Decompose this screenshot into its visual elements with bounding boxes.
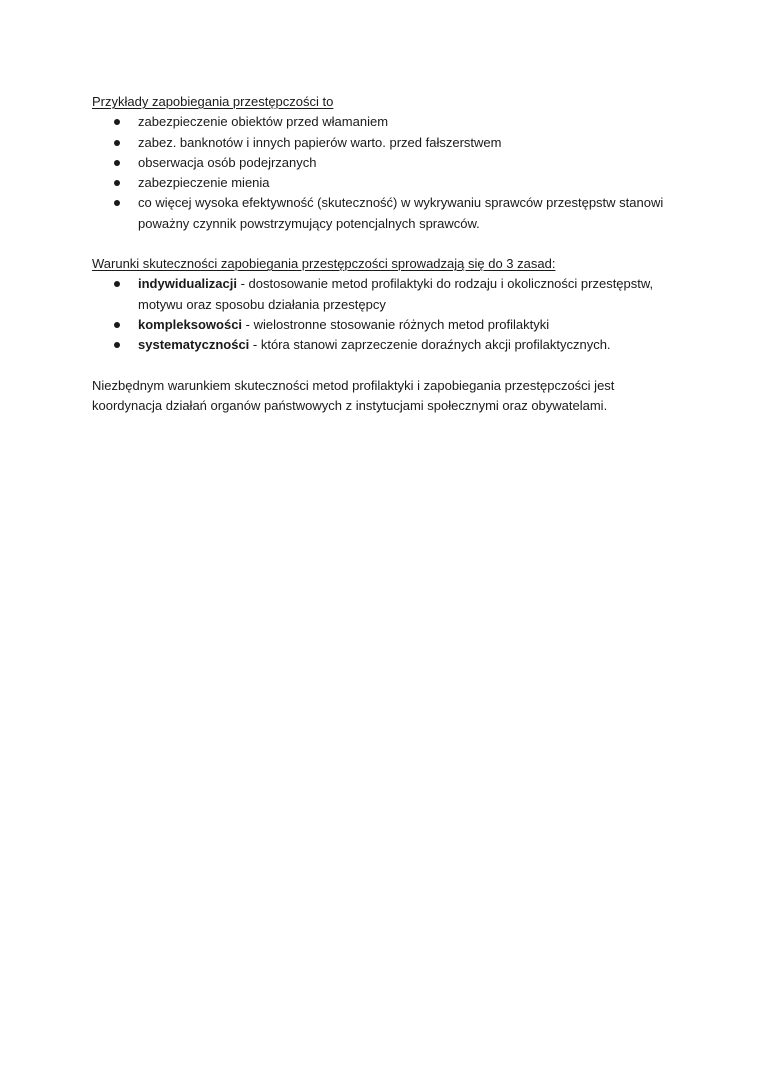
closing-paragraph: Niezbędnym warunkiem skuteczności metod profilaktyki i zapobiegania przestępczości jest koordynacja działań organów państwowych z instytucjami społecznymi oraz obywatelami. <box>92 377 615 413</box>
list-item <box>92 335 672 355</box>
bullet-icon <box>114 119 120 125</box>
principle-description: - wielostronne stosowanie różnych metod profilaktyki <box>242 316 550 332</box>
section-heading: Przykłady zapobiegania przestępczości to <box>92 94 334 109</box>
principle-term: indywidualizacji <box>138 276 237 292</box>
bullet-icon <box>114 281 120 287</box>
bullet-icon <box>114 160 120 166</box>
list-item <box>92 315 672 335</box>
principle-description: - która stanowi zaprzeczenie doraźnych akcji profilaktycznych. <box>249 337 611 353</box>
list-item-text: zabezpieczenie mienia <box>138 175 270 191</box>
prevention-examples-section <box>92 92 672 234</box>
list-item <box>92 153 672 173</box>
list-item <box>92 133 672 153</box>
section-heading: Warunki skuteczności zapobiegania przestępczości sprowadzają się do 3 zasad: <box>92 256 556 272</box>
bullet-icon <box>114 140 120 146</box>
list-item <box>92 193 672 234</box>
list-item-text: obserwacja osób podejrzanych <box>138 154 317 170</box>
list-item <box>92 112 672 132</box>
list-item <box>92 274 672 315</box>
bullet-icon <box>114 180 120 186</box>
bullet-icon <box>114 322 120 328</box>
principle-description: - dostosowanie metod profilaktyki do rodzaju i okoliczności przestępstw, motywu oraz sposobu działania przestępcy <box>138 276 654 312</box>
effectiveness-conditions-section <box>92 254 672 355</box>
document-body <box>92 92 672 416</box>
principle-term: kompleksowości <box>138 316 243 332</box>
list-item <box>92 173 672 193</box>
bullet-icon <box>114 200 120 206</box>
examples-list <box>92 112 672 234</box>
bullet-icon <box>114 342 120 348</box>
principle-term: systematyczności <box>138 337 250 353</box>
principles-list <box>92 274 672 355</box>
list-item-text: zabez. banknotów i innych papierów warto. przed fałszerstwem <box>138 134 502 150</box>
list-item-text: zabezpieczenie obiektów przed włamaniem <box>138 114 389 130</box>
list-item-text: co więcej wysoka efektywność (skuteczność) w wykrywaniu sprawców przestępstw stanowi poważny czynnik powstrzymujący potencjalnych sprawców. <box>138 195 664 231</box>
